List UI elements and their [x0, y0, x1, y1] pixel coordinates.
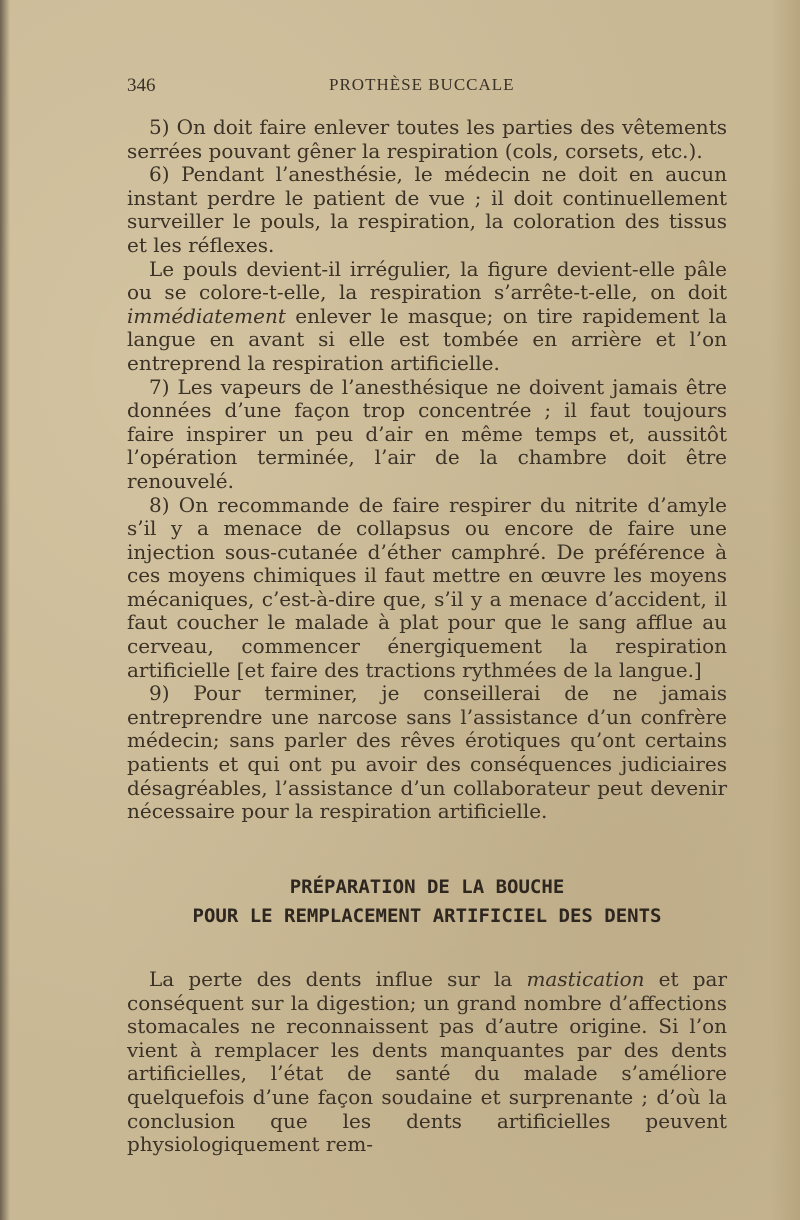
- page-number: 346: [127, 75, 156, 96]
- page-edge-right: [770, 0, 800, 1220]
- text-run: La perte des dents influe sur la: [149, 967, 527, 991]
- text-run: Le pouls devient-il irrégulier, la figure devient-elle pâle ou se colore-t-elle, la respiration s’arrête-t-elle, on doit: [127, 256, 727, 305]
- text-run: et par conséquent sur la digestion; un grand nombre d’affections stomacales ne reconnaissent pas d’autre origine. Si l’on vient à remplacer les dents manquantes par des dents artificielles, l’état de santé du malade s’améliore quelquefois d’une façon soudaine et surprenante ; d’où la conclusion que les dents artificielles peuvent physiologiquement rem-: [127, 967, 727, 1157]
- emphasis: mastication: [526, 967, 645, 991]
- running-head: PROTHÈSE BUCCALE: [329, 75, 515, 94]
- body-text: [127, 116, 727, 824]
- section-title-line-1: PRÉPARATION DE LA BOUCHE: [289, 876, 565, 898]
- paragraph-5: 5) On doit faire enlever toutes les parties des vêtements serrées pouvant gêner la respiration (cols, corsets, etc.).: [127, 115, 727, 163]
- paragraph-9: 9) Pour terminer, je conseillerai de ne jamais entreprendre une narcose sans l’assistance d’un confrère médecin; sans parler des rêves érotiques qu’ont certains patients et qui ont pu avoir des conséquences judiciaires désagréables, l’assistance d’un collaborateur peut devenir nécessaire pour la respiration artificielle.: [127, 681, 727, 824]
- section-title-line-2: POUR LE REMPLACEMENT ARTIFICIEL DES DENTS: [192, 905, 662, 927]
- paragraph-pouls: [127, 258, 727, 376]
- paragraph-7: 7) Les vapeurs de l’anesthésique ne doivent jamais être données d’une façon trop concentrée ; il faut toujours faire inspirer un peu d’air en même temps et, aussitôt l’opération terminée, l’air de la chambre doit être renouvelé.: [127, 374, 727, 493]
- paragraph-section: [127, 968, 727, 1157]
- section-body: [127, 968, 727, 1157]
- paragraph-6: 6) Pendant l’anesthésie, le médecin ne doit en aucun instant perdre le patient de vue ; il doit continuellement surveiller le pouls, la respiration, la coloration des tissus et les réflexes.: [127, 162, 727, 257]
- emphasis: immédiatement: [127, 303, 286, 328]
- text-run: enlever le masque; on tire rapidement la langue en avant si elle est tombée en arrière et l’on entreprend la respiration artificielle.: [127, 303, 727, 375]
- paragraph-8: 8) On recommande de faire respirer du nitrite d’amyle s’il y a menace de collapsus ou encore de faire une injection sous-cutanée d’éther camphré. De préférence à ces moyens chimiques il faut mettre en œuvre les moyens mécaniques, c’est-à-dire que, s’il y a menace d’accident, il faut coucher le malade à plat pour que le sang afflue au cerveau, commencer énergiquement la respiration artificielle [et faire des tractions rythmées de la langue.]: [127, 492, 727, 682]
- page-header: [127, 75, 727, 103]
- page-edge-shadow: [0, 0, 10, 1220]
